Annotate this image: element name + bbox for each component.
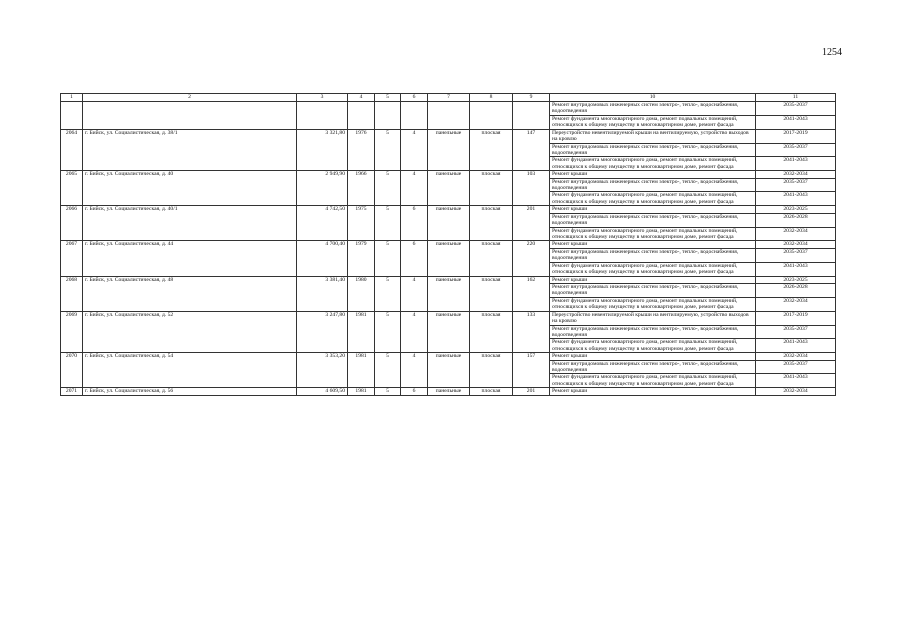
work-period-cell: 2035-2037 [756,178,836,192]
work-period-cell: 2017-2019 [756,311,836,325]
roof-type-cell: плоская [470,311,513,353]
year-cell: 1979 [348,241,375,276]
register-body [61,102,836,396]
work-description-cell: Ремонт внутридомовых инженерных систем электро-, тепло-, водоснабжения, водоотведения [550,143,756,157]
year-cell: 1966 [348,171,375,206]
table-row [61,102,836,116]
floors-cell: 5 [375,206,401,241]
area-cell: 3 247,80 [297,311,348,353]
table-row [61,171,836,178]
entrances-cell: 4 [401,353,428,388]
roof-type-cell: плоская [470,206,513,241]
work-period-cell: 2041-2043 [756,374,836,388]
entrances-cell: 4 [401,276,428,311]
wall-material-cell: панельные [428,353,470,388]
year-cell: 1980 [348,276,375,311]
address-cell: г. Бийск, ул. Социалистическая, д. 54 [83,353,297,388]
year-cell [348,102,375,130]
work-period-cell: 2041-2043 [756,157,836,171]
column-header: 9 [513,94,550,102]
column-header: 1 [61,94,83,102]
area-cell: 3 321,80 [297,129,348,171]
work-description-cell: Ремонт фундамента многоквартирного дома, ремонт подвальных помещений, относящихся к общему имуществу в многоквартирном доме, ремонт фасада [550,374,756,388]
address-cell: г. Бийск, ул. Социалистическая, д. 48 [83,276,297,311]
work-description-cell: Ремонт внутридомовых инженерных систем электро-, тепло-, водоснабжения, водоотведения [550,325,756,339]
residents-cell: 157 [513,353,550,388]
column-header: 3 [297,94,348,102]
work-description-cell: Ремонт внутридомовых инженерных систем электро-, тепло-, водоснабжения, водоотведения [550,213,756,227]
table-row [61,206,836,213]
row-number: 2064 [61,129,83,171]
roof-type-cell: плоская [470,129,513,171]
work-description-cell: Ремонт крыши [550,353,756,360]
row-number: 2066 [61,206,83,241]
wall-material-cell: панельные [428,276,470,311]
row-number: 2069 [61,311,83,353]
entrances-cell: 6 [401,241,428,276]
work-description-cell: Переустройство невентилируемой крыши на вентилируемую, устройство выходов на кровлю [550,311,756,325]
year-cell: 1976 [348,129,375,171]
work-period-cell: 2035-2037 [756,248,836,262]
work-period-cell: 2026-2028 [756,283,836,297]
work-description-cell: Ремонт внутридомовых инженерных систем электро-, тепло-, водоснабжения, водоотведения [550,102,756,116]
roof-type-cell: плоская [470,241,513,276]
work-period-cell: 2035-2037 [756,143,836,157]
column-header: 7 [428,94,470,102]
floors-cell: 5 [375,241,401,276]
address-cell [83,102,297,130]
entrances-cell: 4 [401,129,428,171]
wall-material-cell: панельные [428,171,470,206]
wall-material-cell: панельные [428,311,470,353]
work-description-cell: Ремонт фундамента многоквартирного дома, ремонт подвальных помещений, относящихся к общему имуществу в многоквартирном доме, ремонт фасада [550,339,756,353]
column-header: 6 [401,94,428,102]
roof-type-cell [470,102,513,130]
area-cell: 3 353,20 [297,353,348,388]
year-cell: 1975 [348,206,375,241]
housing-register-table [60,93,836,396]
area-cell: 3 381,40 [297,276,348,311]
work-period-cell: 2041-2043 [756,115,836,129]
floors-cell: 5 [375,311,401,353]
row-number: 2070 [61,353,83,388]
floors-cell: 5 [375,388,401,395]
year-cell: 1981 [348,311,375,353]
work-description-cell: Ремонт фундамента многоквартирного дома, ремонт подвальных помещений, относящихся к общему имуществу в многоквартирном доме, ремонт фасада [550,115,756,129]
roof-type-cell: плоская [470,353,513,388]
address-cell: г. Бийск, ул. Социалистическая, д. 52 [83,311,297,353]
wall-material-cell: панельные [428,129,470,171]
work-description-cell: Ремонт крыши [550,206,756,213]
work-description-cell: Ремонт фундамента многоквартирного дома, ремонт подвальных помещений, относящихся к общему имуществу в многоквартирном доме, ремонт фасада [550,297,756,311]
column-header: 4 [348,94,375,102]
work-period-cell: 2017-2019 [756,129,836,143]
table-row [61,129,836,143]
work-period-cell: 2032-2034 [756,241,836,248]
column-numbers-row [61,94,836,102]
work-description-cell: Ремонт внутридомовых инженерных систем электро-, тепло-, водоснабжения, водоотведения [550,248,756,262]
work-description-cell: Ремонт фундамента многоквартирного дома, ремонт подвальных помещений, относящихся к общему имуществу в многоквартирном доме, ремонт фасада [550,262,756,276]
work-description-cell: Ремонт фундамента многоквартирного дома, ремонт подвальных помещений, относящихся к общему имуществу в многоквартирном доме, ремонт фасада [550,157,756,171]
residents-cell: 201 [513,388,550,395]
work-description-cell: Ремонт фундамента многоквартирного дома, ремонт подвальных помещений, относящихся к общему имуществу в многоквартирном доме, ремонт фасада [550,227,756,241]
entrances-cell [401,102,428,130]
wall-material-cell: панельные [428,206,470,241]
page-number: 1254 [822,47,842,58]
work-description-cell: Ремонт крыши [550,171,756,178]
work-period-cell: 2032-2034 [756,388,836,395]
work-description-cell: Ремонт крыши [550,388,756,395]
work-description-cell: Ремонт внутридомовых инженерных систем электро-, тепло-, водоснабжения, водоотведения [550,360,756,374]
column-header: 11 [756,94,836,102]
roof-type-cell: плоская [470,388,513,395]
work-period-cell: 2035-2037 [756,102,836,116]
entrances-cell: 6 [401,388,428,395]
work-period-cell: 2035-2037 [756,360,836,374]
area-cell: 2 949,90 [297,171,348,206]
floors-cell: 5 [375,353,401,388]
work-period-cell: 2041-2043 [756,192,836,206]
work-description-cell: Ремонт крыши [550,241,756,248]
work-description-cell: Ремонт фундамента многоквартирного дома, ремонт подвальных помещений, относящихся к общему имуществу в многоквартирном доме, ремонт фасада [550,192,756,206]
floors-cell: 5 [375,129,401,171]
work-period-cell: 2032-2034 [756,353,836,360]
work-period-cell: 2035-2037 [756,325,836,339]
residents-cell: 201 [513,206,550,241]
work-period-cell: 2032-2034 [756,227,836,241]
wall-material-cell [428,102,470,130]
row-number: 2067 [61,241,83,276]
work-period-cell: 2023-2025 [756,276,836,283]
work-period-cell: 2041-2043 [756,339,836,353]
area-cell [297,102,348,130]
table-row [61,353,836,360]
work-description-cell: Ремонт внутридомовых инженерных систем электро-, тепло-, водоснабжения, водоотведения [550,178,756,192]
area-cell: 4 700,40 [297,241,348,276]
residents-cell: 147 [513,129,550,171]
row-number: 2071 [61,388,83,395]
wall-material-cell: панельные [428,241,470,276]
column-header: 5 [375,94,401,102]
residents-cell [513,102,550,130]
address-cell: г. Бийск, ул. Социалистическая, д. 56 [83,388,297,395]
column-header: 2 [83,94,297,102]
entrances-cell: 4 [401,171,428,206]
work-period-cell: 2032-2034 [756,171,836,178]
table-row [61,388,836,395]
floors-cell: 5 [375,171,401,206]
residents-cell: 162 [513,276,550,311]
entrances-cell: 4 [401,311,428,353]
wall-material-cell: панельные [428,388,470,395]
table-row [61,276,836,283]
column-header: 8 [470,94,513,102]
area-cell: 4 609,50 [297,388,348,395]
area-cell: 4 742,50 [297,206,348,241]
entrances-cell: 6 [401,206,428,241]
residents-cell: 133 [513,311,550,353]
work-period-cell: 2023-2025 [756,206,836,213]
row-number: 2068 [61,276,83,311]
row-number: 2065 [61,171,83,206]
table-row [61,241,836,248]
address-cell: г. Бийск, ул. Социалистическая, д. 44 [83,241,297,276]
work-period-cell: 2032-2034 [756,297,836,311]
floors-cell: 5 [375,276,401,311]
roof-type-cell: плоская [470,171,513,206]
work-description-cell: Ремонт крыши [550,276,756,283]
work-description-cell: Переустройство невентилируемой крыши на вентилируемую, устройство выходов на кровлю [550,129,756,143]
address-cell: г. Бийск, ул. Социалистическая, д. 40 [83,171,297,206]
residents-cell: 103 [513,171,550,206]
row-number [61,102,83,130]
column-header: 10 [550,94,756,102]
work-period-cell: 2026-2028 [756,213,836,227]
address-cell: г. Бийск, ул. Социалистическая, д. 38/1 [83,129,297,171]
year-cell: 1981 [348,353,375,388]
residents-cell: 220 [513,241,550,276]
year-cell: 1981 [348,388,375,395]
work-description-cell: Ремонт внутридомовых инженерных систем электро-, тепло-, водоснабжения, водоотведения [550,283,756,297]
address-cell: г. Бийск, ул. Социалистическая, д. 40/1 [83,206,297,241]
floors-cell [375,102,401,130]
roof-type-cell: плоская [470,276,513,311]
work-period-cell: 2041-2043 [756,262,836,276]
table-row [61,311,836,325]
